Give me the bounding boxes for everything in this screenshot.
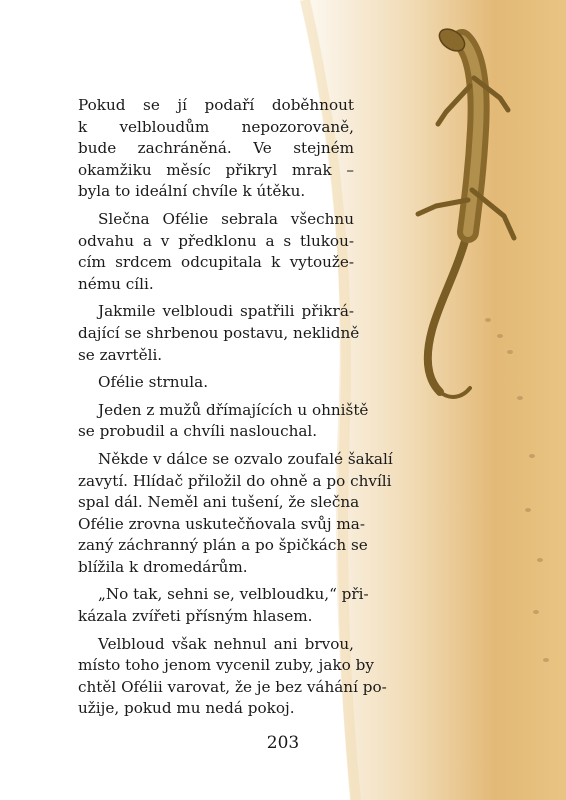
story-text	[78, 95, 393, 726]
page-number: 203	[266, 733, 300, 753]
text-line: Pokud se jí podaří doběhnout	[78, 96, 354, 114]
text-line: zavytí. Hlídač přiložil do ohně a po chvíli	[78, 471, 392, 490]
paragraph	[78, 449, 393, 579]
paragraph	[78, 584, 369, 627]
text-line: se zavrtěli.	[78, 345, 163, 364]
paragraph	[78, 95, 354, 203]
text-line: spal dál. Neměl ani tušení, že slečna	[78, 493, 360, 512]
text-line: kázala zvířeti přísným hlasem.	[78, 607, 313, 626]
text-line: nému cíli.	[78, 274, 154, 293]
text-line: místo toho jenom vycenil zuby, jako by	[78, 656, 374, 675]
text-line: „No tak, sehni se, velbloudku,“ při-	[98, 585, 369, 604]
text-line: bude zachráněná. Ve stejném	[78, 139, 354, 158]
paragraph	[78, 209, 354, 295]
text-line: Ofélie zrovna uskutečňovala svůj ma-	[78, 514, 365, 533]
text-line: Velbloud však nehnul ani brvou,	[98, 634, 354, 653]
text-line: blížila k dromedárům.	[78, 557, 248, 576]
text-line: Jeden z mužů dřímajících u ohniště	[98, 400, 369, 419]
text-line: k velbloudům nepozorovaně,	[78, 117, 354, 136]
text-line: Slečna Ofélie sebrala všechnu	[98, 209, 354, 228]
text-line: cím srdcem odcupitala k vytouže-	[78, 253, 354, 272]
text-line: Někde v dálce se ozvalo zoufalé šakalí	[98, 449, 393, 468]
text-line: se probudil a chvíli naslouchal.	[78, 422, 318, 441]
text-line: Jakmile velbloudi spatřili přikrá-	[98, 302, 354, 321]
text-line: byla to ideální chvíle k útěku.	[78, 182, 306, 201]
text-line: okamžiku měsíc přikryl mrak –	[78, 160, 354, 179]
paragraph	[78, 634, 387, 720]
paragraph	[78, 301, 360, 366]
text-line: užije, pokud mu nedá pokoj.	[78, 699, 295, 718]
text-line: chtěl Ofélii varovat, že je bez váhání po-	[78, 677, 387, 696]
paragraph	[78, 372, 354, 394]
text-line: dající se shrbenou postavu, neklidně	[78, 323, 360, 342]
paragraph	[78, 400, 369, 443]
text-line: zaný záchranný plán a po špičkách se	[78, 536, 368, 555]
text-line: Ofélie strnula.	[98, 373, 209, 392]
text-line: odvahu a v předklonu a s tlukou-	[78, 231, 354, 250]
